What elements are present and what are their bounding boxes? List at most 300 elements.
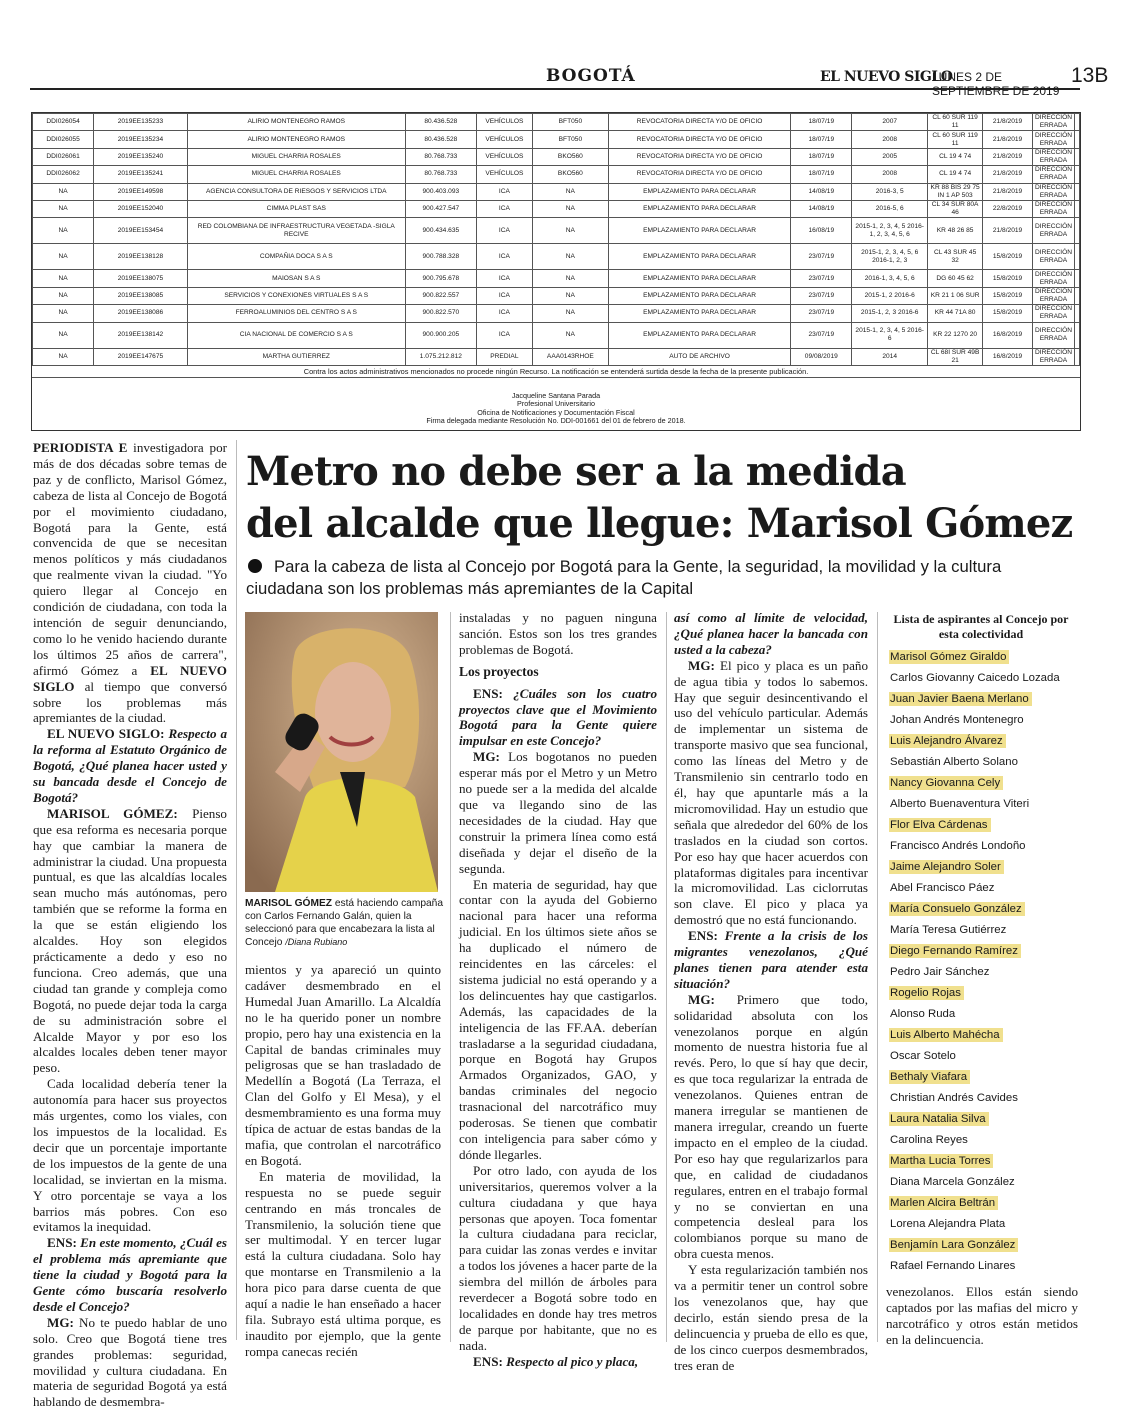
table-cell: 15/8/2019 [983, 244, 1033, 270]
candidate-name: Benjamín Lara González [889, 1238, 1018, 1252]
table-cell: 2019EE135233 [94, 114, 188, 131]
table-cell: DIRECCIÓN ERRADA [1032, 244, 1074, 270]
table-cell: KR 22 1270 20 [928, 322, 983, 348]
table-cell: NA [33, 322, 94, 348]
table-cell: ICA [476, 305, 532, 322]
table-cell: VEHÍCULOS [476, 166, 532, 183]
table-cell: 2005 [852, 148, 928, 165]
table-cell: 2019EE147675 [94, 348, 188, 365]
intro-text-end: al tiempo que conversó sobre los problemas más apremiantes de la ciudad. [33, 678, 227, 726]
table-cell: 900.795.678 [405, 270, 476, 287]
table-row [33, 114, 1080, 131]
body-paragraph: En materia de movilidad, la respuesta no se puede seguir centrando en más troncales de Transmilenio, la solución tiene que ser multimodal. Y en tercer lugar está la cultura ciudadana. Solo hay que montarse en Transmilenio a la hora pico para darse cuenta de que aquí a nadie le han enseñado a hacer fila. Subrayo está ultima porque, es inaudito por ejemplo, que la gente rompa canecas recién [245, 1168, 441, 1359]
table-cell: DIRECCIÓN ERRADA [1032, 114, 1074, 131]
candidate-name: Alberto Buenaventura Viteri [890, 798, 1030, 811]
answer-text: No te puedo hablar de uno solo. Creo que Bogotá tiene tres grandes problemas: seguridad, movilidad y cultura ciudadana. En materia de seguridad Bogotá ya está hablando de desmembra- [33, 1314, 227, 1410]
candidate-list-item [886, 1173, 1076, 1194]
candidate-list-item [886, 648, 1076, 669]
candidate-name: Laura Natalia Silva [889, 1112, 989, 1126]
table-cell: NA [532, 305, 608, 322]
table-cell: DIRECCIÓN ERRADA [1032, 348, 1074, 365]
table-cell: 18/07/19 [791, 131, 852, 148]
caption-name: MARISOL GÓMEZ [245, 898, 332, 909]
table-cell-spacer [1075, 244, 1080, 270]
table-cell: ALIRIO MONTENEGRO RAMOS [187, 131, 405, 148]
table-cell: 09/08/2019 [791, 348, 852, 365]
table-row [33, 200, 1080, 217]
table-cell: AAA0143RHOE [532, 348, 608, 365]
candidate-name: Sebastián Alberto Solano [890, 756, 1018, 769]
question-label: ENS: [473, 685, 503, 701]
table-cell: 2008 [852, 131, 928, 148]
headline-line-1: Metro no debe ser a la medida [246, 448, 906, 495]
table-cell: REVOCATORIA DIRECTA Y/O DE OFICIO [608, 166, 790, 183]
candidate-list-item [886, 1026, 1076, 1047]
table-cell: CL 19 4 74 [928, 166, 983, 183]
table-cell: 2019EE135240 [94, 148, 188, 165]
question-text: En este momento, ¿Cuál es el problema más apremiante que tiene la ciudad y Bogotá para la Gente cómo buscaría resolverlo desde el Concejo? [33, 1235, 227, 1314]
table-cell: 2015-1, 2, 3, 4, 5 2016-6 [852, 322, 928, 348]
table-cell: 2015-1, 2, 3 2016-6 [852, 305, 928, 322]
body-paragraph: En materia de seguridad, hay que contar con la ayuda del Gobierno nacional para hacer una reforma judicial. En los últimos siete años se ha duplicado el número de reincidentes en las cárceles: el sistema judicial no está operando y a los delincuentes hay que castigarlos. Además, las capacidades de la inteligencia de las FF.AA. deberían trasladarse a la seguridad ciudadana, porque en Bogotá hay Grupos Armados Organizados, GAO, y bandas criminales del negocio trasnacional del narcotráfico muy poderosas. Se tienen que combatir con inteligencia para saber cómo y dónde llegarles. [459, 876, 657, 1162]
table-cell: 80.768.733 [405, 166, 476, 183]
table-cell-spacer [1075, 114, 1080, 131]
table-cell: 1.075.212.812 [405, 348, 476, 365]
candidate-name: Diego Fernando Ramírez [889, 944, 1021, 958]
table-cell-spacer [1075, 148, 1080, 165]
question-text: Respecto a la reforma al Estatuto Orgánico de Bogotá, ¿Qué planea hacer usted y su bancada desde el Concejo de Bogotá? [33, 726, 227, 805]
candidate-name: Luis Alberto Mahécha [889, 1028, 1003, 1042]
candidate-list-item [886, 816, 1076, 837]
table-cell: DIRECCIÓN ERRADA [1032, 287, 1074, 304]
candidate-name: Bethaly Viafara [889, 1070, 970, 1084]
table-row [33, 270, 1080, 287]
table-cell: 2007 [852, 114, 928, 131]
photo-credit: /Diana Rubiano [285, 937, 348, 947]
caption-text: está haciendo campaña con Carlos Fernando Galán, quien la seleccionó para que encabezara la lista al Concejo [245, 898, 443, 948]
table-cell: MIGUEL CHARRIA ROSALES [187, 148, 405, 165]
table-cell: EMPLAZAMIENTO PARA DECLARAR [608, 305, 790, 322]
candidate-name: Christian Andrés Cavides [890, 1092, 1018, 1105]
table-cell: DDI026054 [33, 114, 94, 131]
table-row [33, 218, 1080, 244]
photo-illustration [245, 612, 438, 892]
answer-text: El pico y placa es un paño de agua tibia y todos lo sabemos. Hay que seguir desincentivando el uso del vehículo particular. Además de implementar un sistema de transporte masivo que sea funcional, como las líneas del Metro y de Transmilenio sin centrarlo todo en él, hay que apuntarle más a la micromovilidad. Hay un estudio que señala que alrededor del 60% de los traslados en la ciudad son cortos. Por eso hay que hacer acuerdos con plataformas digitales para incentivar la micromovilidad. Las ciclorrutas son clave. El pico y placa ya demostró que no está funcionando. [674, 657, 868, 928]
table-row [33, 322, 1080, 348]
table-cell: CL 60 SUR 119 11 [928, 131, 983, 148]
table-cell: CL 68I SUR 49B 21 [928, 348, 983, 365]
table-cell: EMPLAZAMIENTO PARA DECLARAR [608, 270, 790, 287]
table-cell: 900.822.557 [405, 287, 476, 304]
table-cell: FERROALUMINIOS DEL CENTRO S A S [187, 305, 405, 322]
table-cell: 2019EE138142 [94, 322, 188, 348]
table-cell: REVOCATORIA DIRECTA Y/O DE OFICIO [608, 148, 790, 165]
candidate-photo [245, 612, 438, 892]
intro-publication: EL NUEVO SIGLO [33, 662, 227, 694]
candidate-list-item [886, 795, 1076, 816]
candidate-list-item [886, 984, 1076, 1005]
table-cell-spacer [1075, 166, 1080, 183]
question-text: Frente a la crisis de los migrantes venezolanos, ¿Qué planes tienen para atender esta situación? [674, 928, 868, 991]
answer-label: MG: [473, 749, 500, 765]
candidate-name: Marisol Gómez Giraldo [889, 650, 1009, 664]
candidates-sidebar [886, 612, 1076, 1278]
page-header [30, 64, 1109, 98]
candidate-list-item [886, 1257, 1076, 1278]
table-cell: 18/07/19 [791, 166, 852, 183]
table-cell: 14/08/19 [791, 200, 852, 217]
table-cell: CL 43 SUR 45 32 [928, 244, 983, 270]
table-cell: 2019EE138075 [94, 270, 188, 287]
table-cell: NA [532, 322, 608, 348]
candidate-list-item [886, 1047, 1076, 1068]
body-paragraph: Por otro lado, con ayuda de los universitarios, queremos volver a la cultura ciudadana y que haya personas que apoyen. Toca fomentar la cultura ciudadana para reciclar, para cuidar las zonas verdes e invitar a todos los jóvenes a hacer parte de la siembra del millón de árboles para reverdecer a Bogotá sobre todo en localidades en donde hay tres metros de parque por habitante, que no es nada. [459, 1162, 657, 1353]
table-cell: KR 48 26 85 [928, 218, 983, 244]
table-cell: NA [33, 183, 94, 200]
body-paragraph: Y esta regularización también nos va a permitir tener un control sobre los venezolanos que, hay que decirlo, están siendo presa de la delincuencia y prueba de ello es que, de los cinco cuerpos desmembrados, tres eran de [674, 1262, 868, 1373]
table-cell: NA [33, 270, 94, 287]
candidate-list-item [886, 1110, 1076, 1131]
table-cell: 23/07/19 [791, 322, 852, 348]
candidate-name: Diana Marcela González [890, 1176, 1015, 1189]
question-text: ¿Cuáles son los cuatro proyectos clave que el Movimiento Bogotá para la Gente quiere impulsar en este Concejo? [459, 685, 657, 749]
table-cell: 18/07/19 [791, 148, 852, 165]
table-cell: MARTHA GUTIERREZ [187, 348, 405, 365]
candidate-name: Johan Andrés Montenegro [890, 714, 1024, 727]
table-cell: KR 44 71A 80 [928, 305, 983, 322]
table-cell: EMPLAZAMIENTO PARA DECLARAR [608, 322, 790, 348]
page-number: 13B [1071, 64, 1109, 87]
candidate-list-item [886, 732, 1076, 753]
table-cell: KR 88 BIS 29 75 IN 1 AP 503 [928, 183, 983, 200]
table-cell: 15/8/2019 [983, 287, 1033, 304]
table-cell: REVOCATORIA DIRECTA Y/O DE OFICIO [608, 114, 790, 131]
table-cell: CL 60 SUR 119 11 [928, 114, 983, 131]
table-row [33, 131, 1080, 148]
table-cell: 16/8/2019 [983, 322, 1033, 348]
table-cell: NA [33, 287, 94, 304]
table-cell: MIGUEL CHARRIA ROSALES [187, 166, 405, 183]
article-column-3 [459, 610, 657, 1370]
table-cell: DIRECCIÓN ERRADA [1032, 183, 1074, 200]
question-label: ENS: [473, 1353, 503, 1369]
candidate-list-item [886, 1152, 1076, 1173]
table-cell: 900.788.328 [405, 244, 476, 270]
table-cell: 900.822.570 [405, 305, 476, 322]
table-cell: 2019EE138085 [94, 287, 188, 304]
table-cell-spacer [1075, 348, 1080, 365]
column-divider [236, 440, 237, 1340]
table-cell: BKO560 [532, 148, 608, 165]
table-cell: CL 19 4 74 [928, 148, 983, 165]
table-cell: 23/07/19 [791, 287, 852, 304]
table-cell: NA [532, 244, 608, 270]
table-cell: ICA [476, 218, 532, 244]
table-cell: 2019EE153454 [94, 218, 188, 244]
candidate-list-item [886, 1194, 1076, 1215]
candidate-list-item [886, 879, 1076, 900]
table-cell: 80.768.733 [405, 148, 476, 165]
table-cell: EMPLAZAMIENTO PARA DECLARAR [608, 183, 790, 200]
candidate-list-item [886, 774, 1076, 795]
table-cell: CIA NACIONAL DE COMERCIO S A S [187, 322, 405, 348]
question-label: ENS: [47, 1235, 77, 1251]
table-cell-spacer [1075, 183, 1080, 200]
candidate-name: Lorena Alejandra Plata [890, 1218, 1006, 1231]
table-cell: NA [33, 244, 94, 270]
table-cell: 2015-1, 2 2016-6 [852, 287, 928, 304]
notifications-notice [31, 112, 1081, 431]
article-column-5 [886, 1284, 1078, 1348]
candidate-name: Alonso Ruda [890, 1008, 956, 1021]
publication-name: EL NUEVO SIGLO [820, 69, 953, 85]
table-cell: 23/07/19 [791, 270, 852, 287]
table-cell: DIRECCIÓN ERRADA [1032, 200, 1074, 217]
table-cell: DDI026061 [33, 148, 94, 165]
photo-caption [245, 897, 445, 949]
table-cell: 900.900.205 [405, 322, 476, 348]
candidates-list [886, 648, 1076, 1278]
table-cell: NA [33, 218, 94, 244]
answer-label: MARISOL GÓMEZ: [47, 805, 178, 821]
table-cell: DG 60 45 62 [928, 270, 983, 287]
table-cell: SERVICIOS Y CONEXIONES VIRTUALES S A S [187, 287, 405, 304]
article-headline [246, 446, 1086, 550]
table-cell: DIRECCIÓN ERRADA [1032, 218, 1074, 244]
table-cell: REVOCATORIA DIRECTA Y/O DE OFICIO [608, 131, 790, 148]
table-cell: 21/8/2019 [983, 183, 1033, 200]
table-cell: 21/8/2019 [983, 166, 1033, 183]
answer-label: MG: [47, 1314, 74, 1330]
table-cell: 900.403.093 [405, 183, 476, 200]
table-cell: 80.436.528 [405, 114, 476, 131]
table-cell: 21/8/2019 [983, 114, 1033, 131]
table-cell: 2016-3, 5 [852, 183, 928, 200]
table-cell: VEHÍCULOS [476, 114, 532, 131]
publication-date: LUNES 2 DE SEPTIEMBRE DE 2019 [932, 70, 1060, 98]
table-cell: EMPLAZAMIENTO PARA DECLARAR [608, 244, 790, 270]
table-row [33, 183, 1080, 200]
notifications-table [32, 113, 1080, 366]
notice-disclaimer: Contra los actos administrativos mencionados no procede ningún Recurso. La notificación se entenderá surtida desde la fecha de la presente publicación. [32, 366, 1080, 378]
candidate-name: Carlos Giovanny Caicedo Lozada [890, 672, 1060, 685]
body-paragraph: mientos y ya apareció un quinto cadáver desmembrado en el Humedal Juan Amarillo. La Alcaldía no le ha querido poner un nombre propio, pero hay una existencia en la Capital de bandas criminales muy peligrosas que se han trasladado de Medellín a Bogotá (La Terraza, el Clan del Golfo y El Mesa), y el desmembramiento es una forma muy típica de actuar de estas bandas de la mafia, que controlan el narcotráfico en Bogotá. [245, 962, 441, 1168]
table-cell: VEHÍCULOS [476, 131, 532, 148]
table-cell: 2019EE138086 [94, 305, 188, 322]
table-cell: 15/8/2019 [983, 305, 1033, 322]
table-cell: 22/8/2019 [983, 200, 1033, 217]
table-cell: DDI026062 [33, 166, 94, 183]
table-cell: NA [532, 287, 608, 304]
article-column-4 [674, 610, 868, 1374]
signer-office: Oficina de Notificaciones y Documentación Fiscal [477, 407, 635, 417]
candidate-list-item [886, 837, 1076, 858]
table-cell: MAIOSAN S A S [187, 270, 405, 287]
table-cell-spacer [1075, 322, 1080, 348]
table-cell: BFT050 [532, 114, 608, 131]
answer-label: MG: [688, 657, 715, 673]
candidate-name: Francisco Andrés Londoño [890, 840, 1026, 853]
table-cell: NA [532, 218, 608, 244]
table-cell: 21/8/2019 [983, 131, 1033, 148]
table-cell: AUTO DE ARCHIVO [608, 348, 790, 365]
table-cell: RED COLOMBIANA DE INFRAESTRUCTURA VEGETADA -SIGLA RECIVE [187, 218, 405, 244]
candidate-list-item [886, 1236, 1076, 1257]
question-label: EL NUEVO SIGLO: [47, 726, 165, 742]
table-cell: ICA [476, 200, 532, 217]
table-cell: 14/08/19 [791, 183, 852, 200]
table-cell: DIRECCIÓN ERRADA [1032, 148, 1074, 165]
table-cell: 2014 [852, 348, 928, 365]
table-cell: 80.436.528 [405, 131, 476, 148]
table-cell: ALIRIO MONTENEGRO RAMOS [187, 114, 405, 131]
table-row [33, 244, 1080, 270]
answer-label: MG: [688, 991, 715, 1007]
table-cell: 2019EE135241 [94, 166, 188, 183]
candidate-name: Juan Javier Baena Merlano [889, 692, 1032, 706]
column-divider [450, 612, 451, 1342]
table-cell: 2019EE138128 [94, 244, 188, 270]
table-cell-spacer [1075, 287, 1080, 304]
candidate-list-item [886, 669, 1076, 690]
table-cell: NA [33, 305, 94, 322]
table-cell: 2008 [852, 166, 928, 183]
table-cell: NA [532, 183, 608, 200]
table-row [33, 305, 1080, 322]
table-cell: VEHÍCULOS [476, 148, 532, 165]
table-cell: AGENCIA CONSULTORA DE RIESGOS Y SERVICIOS LTDA [187, 183, 405, 200]
sidebar-title: Lista de aspirantes al Concejo por esta colectividad [893, 612, 1069, 641]
table-cell: 2015-1, 2, 3, 4, 5 2016-1, 2, 3, 4, 5, 6 [852, 218, 928, 244]
candidate-list-item [886, 1089, 1076, 1110]
candidate-name: Flor Elva Cárdenas [889, 818, 991, 832]
table-cell: 21/8/2019 [983, 148, 1033, 165]
table-cell: 23/07/19 [791, 244, 852, 270]
table-cell: 2019EE152040 [94, 200, 188, 217]
candidate-list-item [886, 753, 1076, 774]
table-cell: EMPLAZAMIENTO PARA DECLARAR [608, 218, 790, 244]
table-cell-spacer [1075, 200, 1080, 217]
question-text: Respecto al pico y placa, [502, 1353, 639, 1369]
table-cell: 2016-1, 3, 4, 5, 6 [852, 270, 928, 287]
table-cell: CIMMA PLAST SAS [187, 200, 405, 217]
table-cell: 18/07/19 [791, 114, 852, 131]
candidate-name: Marlen Alcira Beltrán [889, 1196, 998, 1210]
answer-text: Los bogotanos no pueden esperar más por el Metro y un Metro no puede ser a la medida del alcalde que va llegando sino de las necesidades de la ciudad. Hay que construir la primera línea como está diseñada y dejar el diseño de la segunda. [459, 749, 657, 876]
table-cell: 16/8/2019 [983, 348, 1033, 365]
candidate-list-item [886, 963, 1076, 984]
question-label: ENS: [688, 928, 718, 944]
headline-line-2: del alcalde que llegue: Marisol Gómez [246, 500, 1073, 547]
body-paragraph: instaladas y no paguen ninguna sanción. Estos son los tres grandes problemas de Bogotá. [459, 610, 657, 657]
table-cell: 900.434.635 [405, 218, 476, 244]
table-cell: DIRECCIÓN ERRADA [1032, 131, 1074, 148]
table-cell: ICA [476, 183, 532, 200]
table-cell: PREDIAL [476, 348, 532, 365]
table-cell-spacer [1075, 218, 1080, 244]
candidate-list-item [886, 711, 1076, 732]
article-lead [246, 556, 1082, 600]
table-row [33, 166, 1080, 183]
candidate-list-item [886, 1131, 1076, 1152]
table-cell: DIRECCIÓN ERRADA [1032, 270, 1074, 287]
table-cell: ICA [476, 270, 532, 287]
candidate-name: Rafael Fernando Linares [890, 1260, 1016, 1273]
candidate-name: Rogelio Rojas [889, 986, 964, 1000]
candidate-name: Nancy Giovanna Cely [889, 776, 1003, 790]
signer-name: Jacqueline Santana Parada [511, 390, 601, 400]
table-cell: NA [33, 200, 94, 217]
candidate-list-item [886, 1215, 1076, 1236]
table-cell: 16/08/19 [791, 218, 852, 244]
table-cell: ICA [476, 322, 532, 348]
intro-text: investigadora por más de dos décadas sobre temas de paz y de conflicto, Marisol Gómez, cabeza de lista al Concejo de Bogotá por el movimiento ciudadano, Bogotá para la Gente, está convencida de que se necesitan menos políticos y más ciudadanos que realmente vivan la ciudad. "Yo quiero llegar al Concejo en condición de ciudadana, con toda la intención de seguir denunciando, como lo he venido haciendo durante los últimos 25 años de carrera", afirmó Gómez a [33, 440, 227, 678]
table-cell: 23/07/19 [791, 305, 852, 322]
candidate-name: María Teresa Gutiérrez [890, 924, 1007, 937]
table-row [33, 348, 1080, 365]
section-subhead: Los proyectos [459, 663, 539, 679]
question-text: así como al límite de velocidad, ¿Qué planea hacer la bancada con usted a la cabeza? [674, 610, 868, 657]
lead-text: Para la cabeza de lista al Concejo por Bogotá para la Gente, la seguridad, la movilidad y la cultura ciudadana son los problemas más apremiantes de la Capital [246, 557, 1002, 598]
candidate-name: Abel Francisco Páez [890, 882, 995, 895]
table-cell: 2015-1, 2, 3, 4, 5, 6 2016-1, 2, 3 [852, 244, 928, 270]
table-cell: NA [33, 348, 94, 365]
table-cell: EMPLAZAMIENTO PARA DECLARAR [608, 287, 790, 304]
article-column-1 [33, 440, 227, 1410]
table-cell: DDI026055 [33, 131, 94, 148]
intro-dropcap: PERIODISTA E [33, 440, 128, 455]
table-row [33, 148, 1080, 165]
candidate-name: Carolina Reyes [890, 1134, 968, 1147]
table-cell: DIRECCIÓN ERRADA [1032, 166, 1074, 183]
table-cell: 900.427.547 [405, 200, 476, 217]
answer-text: Pienso que esa reforma es necesaria porque hay que cambiar la manera de administrar la ciudad. Una propuesta puntual, es que las alcaldías locales sean mucho más autónomas, pero también que se reforme la forma en la que se están eligiendo los alcaldes. Hoy son elegidos prácticamente a dedo y eso no funciona. Creo además, que una ciudad tan grande y compleja como Bogotá, no puede dejar toda la carga de su administración sobre el Alcalde Mayor y por eso los alcaldes locales deben tener mayor peso. [33, 805, 227, 1076]
table-cell: KR 21 1 06 SUR [928, 287, 983, 304]
candidate-list-item [886, 921, 1076, 942]
table-cell: DIRECCIÓN ERRADA [1032, 322, 1074, 348]
table-cell: 21/8/2019 [983, 218, 1033, 244]
column-divider [666, 612, 667, 1342]
table-cell: CL 34 SUR 80A 46 [928, 200, 983, 217]
table-cell: NA [532, 270, 608, 287]
candidate-list-item [886, 690, 1076, 711]
body-paragraph: Cada localidad debería tener la autonomía para hacer sus proyectos más urgentes, como los viales, con los impuestos de la localidad. Es decir que un porcentaje importante de los impuestos de la gente de una localidad, se inviertan en la misma. Y otro porcentaje se vaya a los barrios más pobres. Con eso evitamos la inequidad. [33, 1076, 227, 1235]
candidate-list-item [886, 900, 1076, 921]
section-name: BOGOTÁ [546, 66, 636, 86]
table-cell: 2019EE135234 [94, 131, 188, 148]
table-row [33, 287, 1080, 304]
candidate-name: Oscar Sotelo [890, 1050, 956, 1063]
table-cell: 2019EE149598 [94, 183, 188, 200]
table-cell: COMPAÑIA DOCA S A S [187, 244, 405, 270]
candidate-list-item [886, 1068, 1076, 1089]
answer-text: Primero que todo, solidaridad absoluta con los venezolanos porque en algún momento de nuestra historia fue al revés. Pero, lo que sí hay que decir, es que toca regularizar la entrada de venezolanos. Quienes entran de manera irregular se mantienen de manera irregular, creando un fuerte impacto en el empleo de la ciudad. Por eso hay que regularizarlos para que, en calidad de ciudadanos regulares, entren en el trabajo formal y no se conviertan en una competencia desleal para los colombianos porque su mano de obra cuesta menos. [674, 991, 868, 1262]
candidate-list-item [886, 858, 1076, 879]
table-cell: 2016-5, 6 [852, 200, 928, 217]
body-paragraph: venezolanos. Ellos están siendo captados por las mafias del micro y narcotráfico y otros están metidos en la delincuencia. [886, 1284, 1078, 1347]
table-cell-spacer [1075, 270, 1080, 287]
bullet-icon [248, 559, 262, 573]
table-cell: NA [532, 200, 608, 217]
candidate-name: Luis Alejandro Álvarez [889, 734, 1006, 748]
table-cell: 15/8/2019 [983, 270, 1033, 287]
table-cell-spacer [1075, 131, 1080, 148]
table-cell: ICA [476, 244, 532, 270]
signer-delegation: Firma delegada mediante Resolución No. DDI-001661 del 01 de febrero de 2018. [426, 416, 686, 426]
candidate-name: Martha Lucia Torres [889, 1154, 993, 1168]
signer-title: Profesional Universitario [517, 399, 595, 409]
article-column-2 [245, 962, 441, 1360]
